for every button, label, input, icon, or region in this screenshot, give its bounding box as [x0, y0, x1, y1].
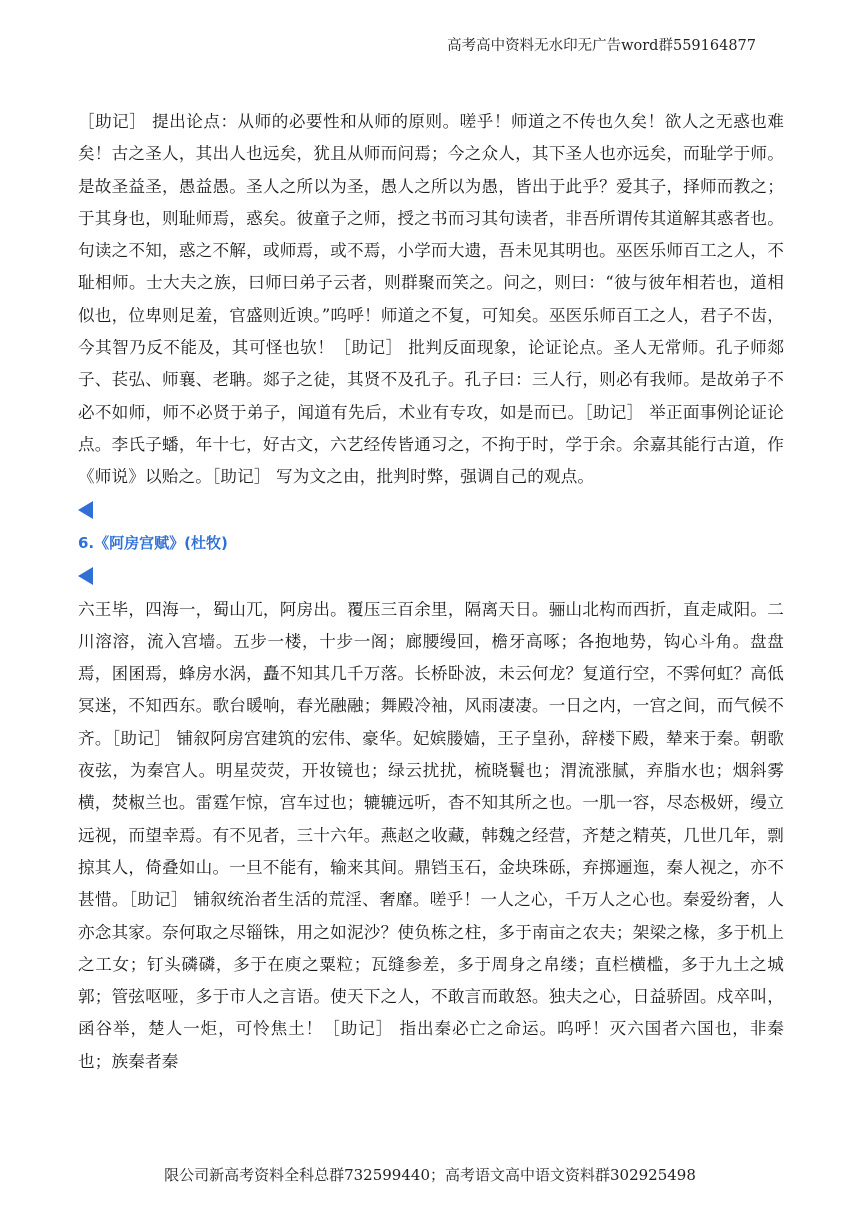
footer-watermark-note: 限公司新高考资料全科总群732599440；高考语文高中语文资料群302925498 — [164, 1166, 696, 1184]
back-link[interactable] — [78, 560, 784, 592]
document-body — [78, 104, 784, 1078]
back-link[interactable] — [78, 494, 784, 526]
triangle-left-icon[interactable] — [78, 567, 93, 585]
section-title-e-fang-gong-fu[interactable]: 6.《阿房宫赋》(杜牧) — [78, 533, 228, 552]
header-watermark-note: 高考高中资料无水印无广告word群559164877 — [447, 38, 756, 54]
shi-shuo-paragraph: ［助记］ 提出论点：从师的必要性和从师的原则。嗟乎！师道之不传也久矣！欲人之无惑也难矣！古之圣人，其出人也远矣，犹且从师而问焉；今之众人，其下圣人也亦远矣，而耻学于师。是故圣益圣，愚益愚。圣人之所以为圣，愚人之所以为愚，皆出于此乎？爱其子，择师而教之；于其身也，则耻师焉，惑矣。彼童子之师，授之书而习其句读者，非吾所谓传其道解其惑者也。句读之不知，惑之不解，或师焉，或不焉，小学而大遗，吾未见其明也。巫医乐师百工之人，不耻相师。士大夫之族，曰师曰弟子云者，则群聚而笑之。问之，则曰：“彼与彼年相若也，道相似也，位卑则足羞，官盛则近谀。”呜呼！师道之不复，可知矣。巫医乐师百工之人，君子不齿，今其智乃反不能及，其可怪也欤！［助记］ 批判反面现象，论证论点。圣人无常师。孔子师郯子、苌弘、师襄、老聃。郯子之徒，其贤不及孔子。孔子曰：三人行，则必有我师。是故弟子不必不如师，师不必贤于弟子，闻道有先后，术业有专攻，如是而已。［助记］ 举正面事例论证论点。李氏子蟠，年十七，好古文，六艺经传皆通习之，不拘于时，学于余。余嘉其能行古道，作《师说》以贻之。［助记］ 写为文之由，批判时弊，强调自己的观点。 — [78, 112, 784, 487]
e-fang-gong-fu-paragraph: 六王毕，四海一，蜀山兀，阿房出。覆压三百余里，隔离天日。骊山北构而西折，直走咸阳。二川溶溶，流入宫墙。五步一楼，十步一阁；廊腰缦回，檐牙高啄；各抱地势，钩心斗角。盘盘焉，囷囷焉，蜂房水涡，矗不知其几千万落。长桥卧波，未云何龙？复道行空，不霁何虹？高低冥迷，不知西东。歌台暖响，春光融融；舞殿冷袖，风雨凄凄。一日之内，一宫之间，而气候不齐。［助记］ 铺叙阿房宫建筑的宏伟、豪华。妃嫔媵嫱，王子皇孙，辞楼下殿，辇来于秦。朝歌夜弦，为秦宫人。明星荧荧，开妆镜也；绿云扰扰，梳晓鬟也；渭流涨腻，弃脂水也；烟斜雾横，焚椒兰也。雷霆乍惊，宫车过也；辘辘远听，杳不知其所之也。一肌一容，尽态极妍，缦立远视，而望幸焉。有不见者，三十六年。燕赵之收藏，韩魏之经营，齐楚之精英，几世几年，剽掠其人，倚叠如山。一旦不能有，输来其间。鼎铛玉石，金块珠砾，弃掷逦迤，秦人视之，亦不甚惜。［助记］ 铺叙统治者生活的荒淫、奢靡。嗟乎！一人之心，千万人之心也。秦爱纷奢，人亦念其家。奈何取之尽锱铢，用之如泥沙？使负栋之柱，多于南亩之农夫；架梁之椽，多于机上之工女；钉头磷磷，多于在庾之粟粒；瓦缝参差，多于周身之帛缕；直栏横槛，多于九土之城郭；管弦呕哑，多于市人之言语。使天下之人，不敢言而敢怒。独夫之心，日益骄固。戍卒叫，函谷举，楚人一炬，可怜焦土！［助记］ 指出秦必亡之命运。呜呼！灭六国者六国也，非秦也；族秦者秦 — [78, 599, 784, 1071]
triangle-left-icon[interactable] — [78, 501, 93, 519]
